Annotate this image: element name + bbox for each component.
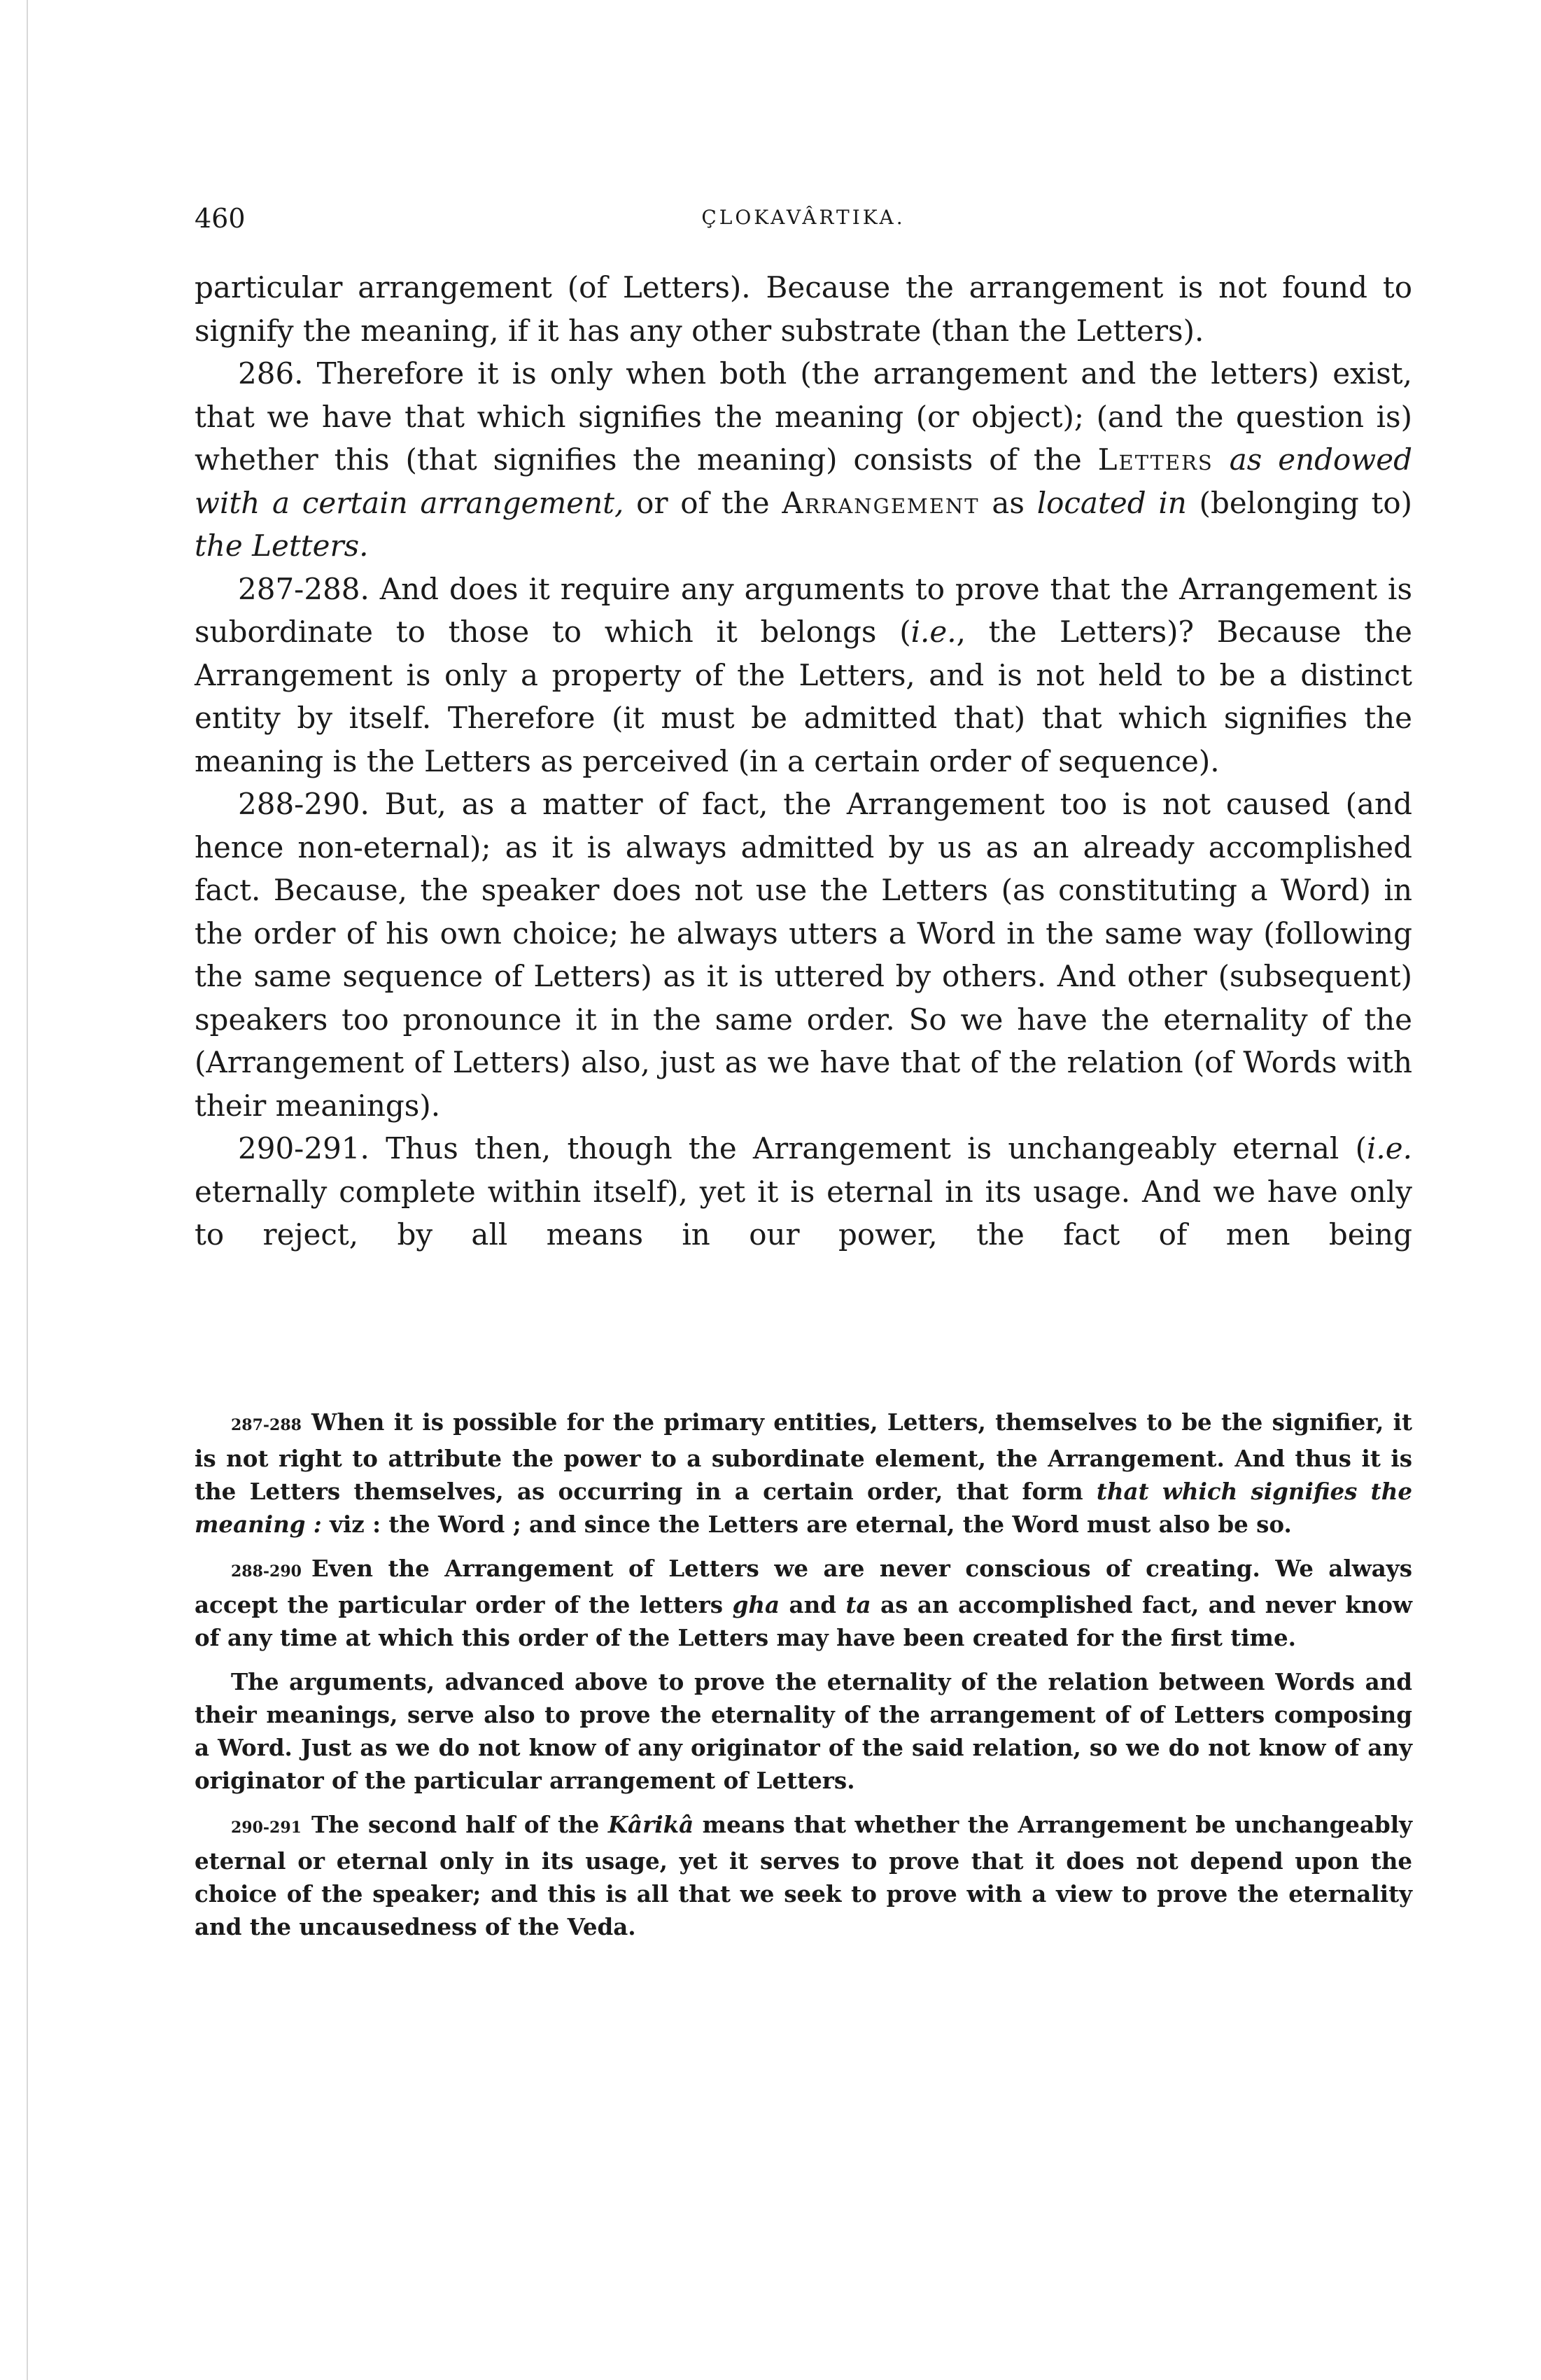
- main-text: [195, 266, 1412, 1256]
- running-title: ÇLOKAVÂRTIKA.: [701, 206, 906, 229]
- verse-number: 290-291.: [238, 1131, 370, 1166]
- verse-number: 288-290.: [238, 787, 370, 821]
- footnote-288-290: 288-290 Even the Arrangement of Letters we are never conscious of creating. We always accept the particular order of the letters gha and ta as an accomplished fact, and never know of any time at which this order of the Letters may have been created for the first time.: [195, 1555, 1412, 1651]
- footnote-287-288: 287-288 When it is possible for the primary entities, Letters, themselves to be the signifier, it is not right to attribute the power to a subordinate element, the Arrangement. And thus it is the Letters themselves, as occurring in a certain order, that form that which signifies the meaning : viz : the Word ; and since the Letters are eternal, the Word must also be so.: [195, 1408, 1412, 1538]
- page: [195, 0, 1412, 2380]
- footnote-290-291: 290-291 The second half of the Kârikâ means that whether the Arrangement be unchangeably eternal or eternal only in its usage, yet it serves to prove that it does not depend upon the choice of the speaker; and this is all that we seek to prove with a view to prove the eternality and the uncausedness of the Veda.: [195, 1811, 1412, 1940]
- page-number: 460: [195, 203, 246, 234]
- paragraph-290-291: 290-291. Thus then, though the Arrangement is unchangeably eternal (i.e. eternally complete within itself), yet it is eternal in its usage. And we have only to reject, by all means in our power, the fact of men being: [195, 1131, 1412, 1252]
- footnote-ref: 290-291: [231, 1819, 302, 1837]
- paragraph-287-288: 287-288. And does it require any arguments to prove that the Arrangement is subordinate to those to which it belongs (i.e., the Letters)? Because the Arrangement is only a property of the Letters, and is not held to be a distinct entity by itself. Therefore (it must be admitted that) that which signifies the meaning is the Letters as perceived (in a certain order of sequence).: [195, 571, 1412, 778]
- page-header: [195, 203, 1412, 234]
- footnote-ref: 288-290: [231, 1562, 302, 1581]
- scan-edge-line: [27, 0, 28, 2380]
- verse-number: 287-288.: [238, 571, 370, 606]
- verse-number: 286.: [238, 356, 304, 391]
- paragraph-286: 286. Therefore it is only when both (the arrangement and the letters) exist, that we have that which signifies the meaning (or object); (and the question is) whether this (that signifies the meaning) consists of the Letters as endowed with a certain arrangement, or of the Arrangement as located in (belonging to) the Letters.: [195, 356, 1412, 563]
- paragraph-continued: particular arrangement (of Letters). Because the arrangement is not found to signify the meaning, if it has any other substrate (than the Letters).: [195, 270, 1412, 348]
- footnote-ref: 287-288: [231, 1416, 302, 1434]
- paragraph-288-290: 288-290. But, as a matter of fact, the Arrangement too is not caused (and hence non-eternal); as it is always admitted by us as an already accomplished fact. Because, the speaker does not use the Letters (as constituting a Word) in the order of his own choice; he always utters a Word in the same way (following the same sequence of Letters) as it is uttered by others. And other (subsequent) speakers too pronounce it in the same order. So we have the eternality of the (Arrangement of Letters) also, just as we have that of the relation (of Words with their meanings).: [195, 787, 1412, 1123]
- footnote-continuation: The arguments, advanced above to prove the eternality of the relation between Words and their meanings, serve also to prove the eternality of the arrangement of of Letters composing a Word. Just as we do not know of any originator of the said relation, so we do not know of any originator of the particular arrangement of Letters.: [195, 1668, 1412, 1794]
- footnotes: [195, 1406, 1412, 1954]
